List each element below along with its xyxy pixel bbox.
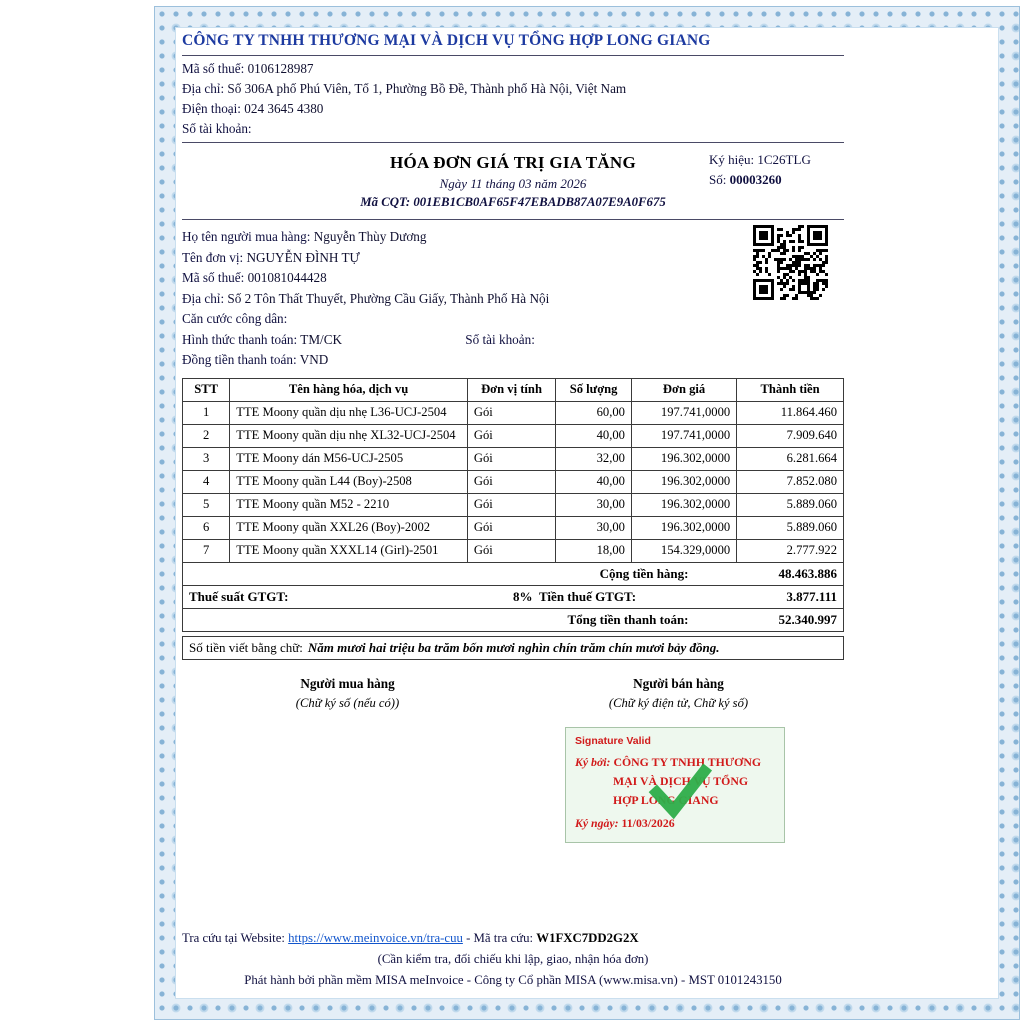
table-cell: 7.909.640 — [737, 424, 844, 447]
signature-titles — [182, 674, 844, 713]
number-line — [709, 170, 811, 190]
seller-signature-note: (Chữ ký điện tử, Chữ ký số) — [608, 695, 749, 710]
items-header — [183, 378, 844, 401]
total-row — [182, 609, 844, 632]
table-cell: 5.889.060 — [737, 516, 844, 539]
qr-code — [753, 225, 828, 300]
seller-tax-line — [182, 59, 844, 79]
table-cell: Gói — [467, 470, 555, 493]
table-cell: Gói — [467, 539, 555, 562]
buyer-id-label: Căn cước công dân: — [182, 311, 288, 326]
header-qty: Số lượng — [556, 378, 632, 401]
vat-rate-value: 8% — [513, 588, 533, 604]
table-cell: 2 — [183, 424, 230, 447]
table-cell: Gói — [467, 401, 555, 424]
invoice-title: HÓA ĐƠN GIÁ TRỊ GIA TĂNG — [389, 153, 637, 172]
signed-by-value: CÔNG TY TNHH THƯƠNG MẠI VÀ DỊCH VỤ TỔNG HỢP LONG GIANG — [613, 754, 762, 807]
table-cell: 196.302,0000 — [631, 447, 736, 470]
payment-line — [182, 330, 844, 351]
signature-check-icon — [644, 756, 714, 826]
dash-separator: - — [462, 931, 474, 945]
table-cell: 197.741,0000 — [631, 424, 736, 447]
seller-account-line — [182, 119, 844, 139]
seller-phone-value: 024 3645 4380 — [244, 101, 324, 116]
subtotal-label: Cộng tiền hàng: — [599, 565, 689, 581]
seller-account-label: Số tài khoản: — [182, 121, 252, 136]
table-cell: Gói — [467, 516, 555, 539]
table-cell: 154.329,0000 — [631, 539, 736, 562]
buyer-signature-note: (Chữ ký số (nếu có)) — [295, 695, 400, 710]
total-label: Tổng tiền thanh toán: — [567, 611, 689, 627]
invoice-cqt-line — [182, 193, 844, 212]
table-cell: 40,00 — [556, 470, 632, 493]
buyer-address-value: Số 2 Tôn Thất Thuyết, Phường Cầu Giấy, Thành Phố Hà Nội — [227, 290, 550, 306]
header-price: Đơn giá — [631, 378, 736, 401]
table-cell: Gói — [467, 493, 555, 516]
serial-block — [709, 150, 811, 190]
footer-section — [182, 928, 844, 991]
divider — [182, 142, 844, 143]
table-row — [183, 424, 844, 447]
buyer-unit-value: NGUYỄN ĐÌNH TỰ — [246, 249, 360, 265]
buyer-name-value: Nguyễn Thùy Dương — [313, 229, 427, 244]
payment-label: Hình thức thanh toán: — [182, 331, 298, 347]
seller-signature-title: Người bán hàng — [633, 675, 724, 691]
table-cell: TTE Moony quần dịu nhẹ XL32-UCJ-2504 — [230, 424, 468, 447]
buyer-unit-line — [182, 248, 844, 269]
table-cell: 1 — [183, 401, 230, 424]
buyer-name-label: Họ tên người mua hàng: — [182, 229, 311, 244]
serial-line — [709, 150, 811, 170]
seller-address-line — [182, 79, 844, 99]
footer-note: (Cần kiểm tra, đối chiếu khi lập, giao, nhận hóa đơn) — [377, 952, 649, 966]
table-cell: 197.741,0000 — [631, 401, 736, 424]
buyer-name-line — [182, 227, 844, 248]
buyer-signature-area — [182, 674, 513, 713]
currency-line — [182, 350, 844, 371]
buyer-address-label: Địa chỉ: — [182, 290, 225, 306]
table-cell: TTE Moony quần XXL26 (Boy)-2002 — [230, 516, 468, 539]
seller-phone-label: Điện thoại: — [182, 101, 241, 116]
table-row — [183, 516, 844, 539]
invoice-date: Ngày 11 tháng 03 năm 2026 — [439, 176, 587, 191]
table-row — [183, 401, 844, 424]
buyer-tax-label: Mã số thuế: — [182, 270, 245, 285]
footer-publisher: Phát hành bởi phần mềm MISA meInvoice - Công ty Cổ phần MISA (www.misa.vn) - MST 0101243150 — [244, 973, 782, 987]
table-cell: Gói — [467, 424, 555, 447]
table-cell: 30,00 — [556, 516, 632, 539]
table-cell: 30,00 — [556, 493, 632, 516]
payment-method — [182, 330, 462, 351]
digital-signature-box — [565, 727, 785, 843]
table-cell: 60,00 — [556, 401, 632, 424]
table-cell: 5.889.060 — [737, 493, 844, 516]
lookup-code-value: W1FXC7DD2G2X — [536, 931, 639, 945]
seller-company-name: CÔNG TY TNHH THƯƠNG MẠI VÀ DỊCH VỤ TỔNG HỢP LONG GIANG — [182, 32, 711, 49]
table-cell: TTE Moony quần XXXL14 (Girl)-2501 — [230, 539, 468, 562]
table-cell: 196.302,0000 — [631, 493, 736, 516]
number-label: Số: — [709, 172, 727, 187]
signature-valid-text: Signature Valid — [575, 734, 651, 747]
table-cell: 196.302,0000 — [631, 516, 736, 539]
seller-signature-area — [513, 674, 844, 713]
table-cell: 196.302,0000 — [631, 470, 736, 493]
title-section — [182, 146, 844, 216]
lookup-code-label: Mã tra cứu: — [473, 931, 534, 945]
seller-address-value: Số 306A phố Phú Viên, Tổ 1, Phường Bồ Đề, Thành phố Hà Nội, Việt Nam — [227, 81, 627, 96]
subtotal-value: 48.463.886 — [778, 565, 837, 581]
number-value: 00003260 — [729, 172, 782, 187]
buyer-address-line — [182, 289, 844, 310]
table-cell: 40,00 — [556, 424, 632, 447]
table-cell: Gói — [467, 447, 555, 470]
signed-by-label: Ký bởi: — [575, 754, 611, 769]
divider — [182, 55, 844, 56]
header-name: Tên hàng hóa, dịch vụ — [230, 378, 468, 401]
buyer-tax-line — [182, 268, 844, 289]
currency-value: VND — [299, 352, 329, 367]
vat-amount-value: 3.877.111 — [786, 588, 837, 604]
vat-amount-label: Tiền thuế GTGT: — [539, 588, 637, 604]
table-cell: 5 — [183, 493, 230, 516]
invoice-content — [182, 30, 844, 1010]
lookup-label: Tra cứu tại Website: — [182, 931, 285, 945]
header-unit: Đơn vị tính — [467, 378, 555, 401]
table-cell: 11.864.460 — [737, 401, 844, 424]
table-cell: 4 — [183, 470, 230, 493]
table-cell: TTE Moony quần L44 (Boy)-2508 — [230, 470, 468, 493]
table-cell: TTE Moony quần M52 - 2210 — [230, 493, 468, 516]
table-cell: 18,00 — [556, 539, 632, 562]
lookup-link[interactable]: https://www.meinvoice.vn/tra-cuu — [288, 931, 463, 945]
total-value: 52.340.997 — [778, 611, 837, 627]
buyer-section — [182, 223, 844, 375]
table-row — [183, 493, 844, 516]
seller-tax-value: 0106128987 — [247, 61, 314, 76]
seller-address-label: Địa chỉ: — [182, 81, 225, 96]
vat-rate-label: Thuế suất GTGT: — [189, 588, 289, 604]
header-stt: STT — [183, 378, 230, 401]
table-row — [183, 470, 844, 493]
table-cell: 2.777.922 — [737, 539, 844, 562]
buyer-id-line — [182, 309, 844, 330]
buyer-unit-label: Tên đơn vị: — [182, 249, 244, 265]
currency-label: Đồng tiền thanh toán: — [182, 352, 297, 367]
table-cell: 3 — [183, 447, 230, 470]
lookup-line — [182, 928, 844, 949]
table-row — [183, 447, 844, 470]
buyer-tax-value: 001081044428 — [247, 270, 327, 285]
buyer-signature-title: Người mua hàng — [300, 675, 395, 691]
header-row — [183, 378, 844, 401]
buyer-account — [465, 332, 535, 347]
table-cell: TTE Moony quần dịu nhẹ L36-UCJ-2504 — [230, 401, 468, 424]
serial-label: Ký hiệu: — [709, 152, 755, 167]
seller-section — [182, 30, 844, 139]
table-row — [183, 539, 844, 562]
seller-phone-line — [182, 99, 844, 119]
table-cell: 32,00 — [556, 447, 632, 470]
table-cell: TTE Moony dán M56-UCJ-2505 — [230, 447, 468, 470]
buyer-account-label: Số tài khoản: — [465, 331, 535, 347]
items-table — [182, 378, 844, 563]
table-cell: 7.852.080 — [737, 470, 844, 493]
subtotal-row — [182, 563, 844, 586]
table-cell: 6 — [183, 516, 230, 539]
words-label: Số tiền viết bằng chữ: — [189, 639, 303, 655]
items-body — [183, 401, 844, 562]
table-cell: 7 — [183, 539, 230, 562]
signed-date-value: 11/03/2026 — [621, 815, 675, 830]
cqt-value: 001EB1CB0AF65F47EBADB87A07E9A0F675 — [413, 195, 666, 209]
words-value: Năm mươi hai triệu ba trăm bốn mươi nghìn chín trăm chín mươi bảy đồng. — [307, 639, 720, 655]
amount-in-words-row — [182, 636, 844, 660]
signed-date-label: Ký ngày: — [575, 815, 619, 830]
seller-tax-label: Mã số thuế: — [182, 61, 245, 76]
cqt-label: Mã CQT: — [360, 195, 411, 209]
header-amount: Thành tiền — [737, 378, 844, 401]
serial-value: 1C26TLG — [757, 152, 811, 167]
payment-value: TM/CK — [300, 331, 343, 347]
divider — [182, 219, 844, 220]
vat-row — [182, 586, 844, 609]
table-cell: 6.281.664 — [737, 447, 844, 470]
